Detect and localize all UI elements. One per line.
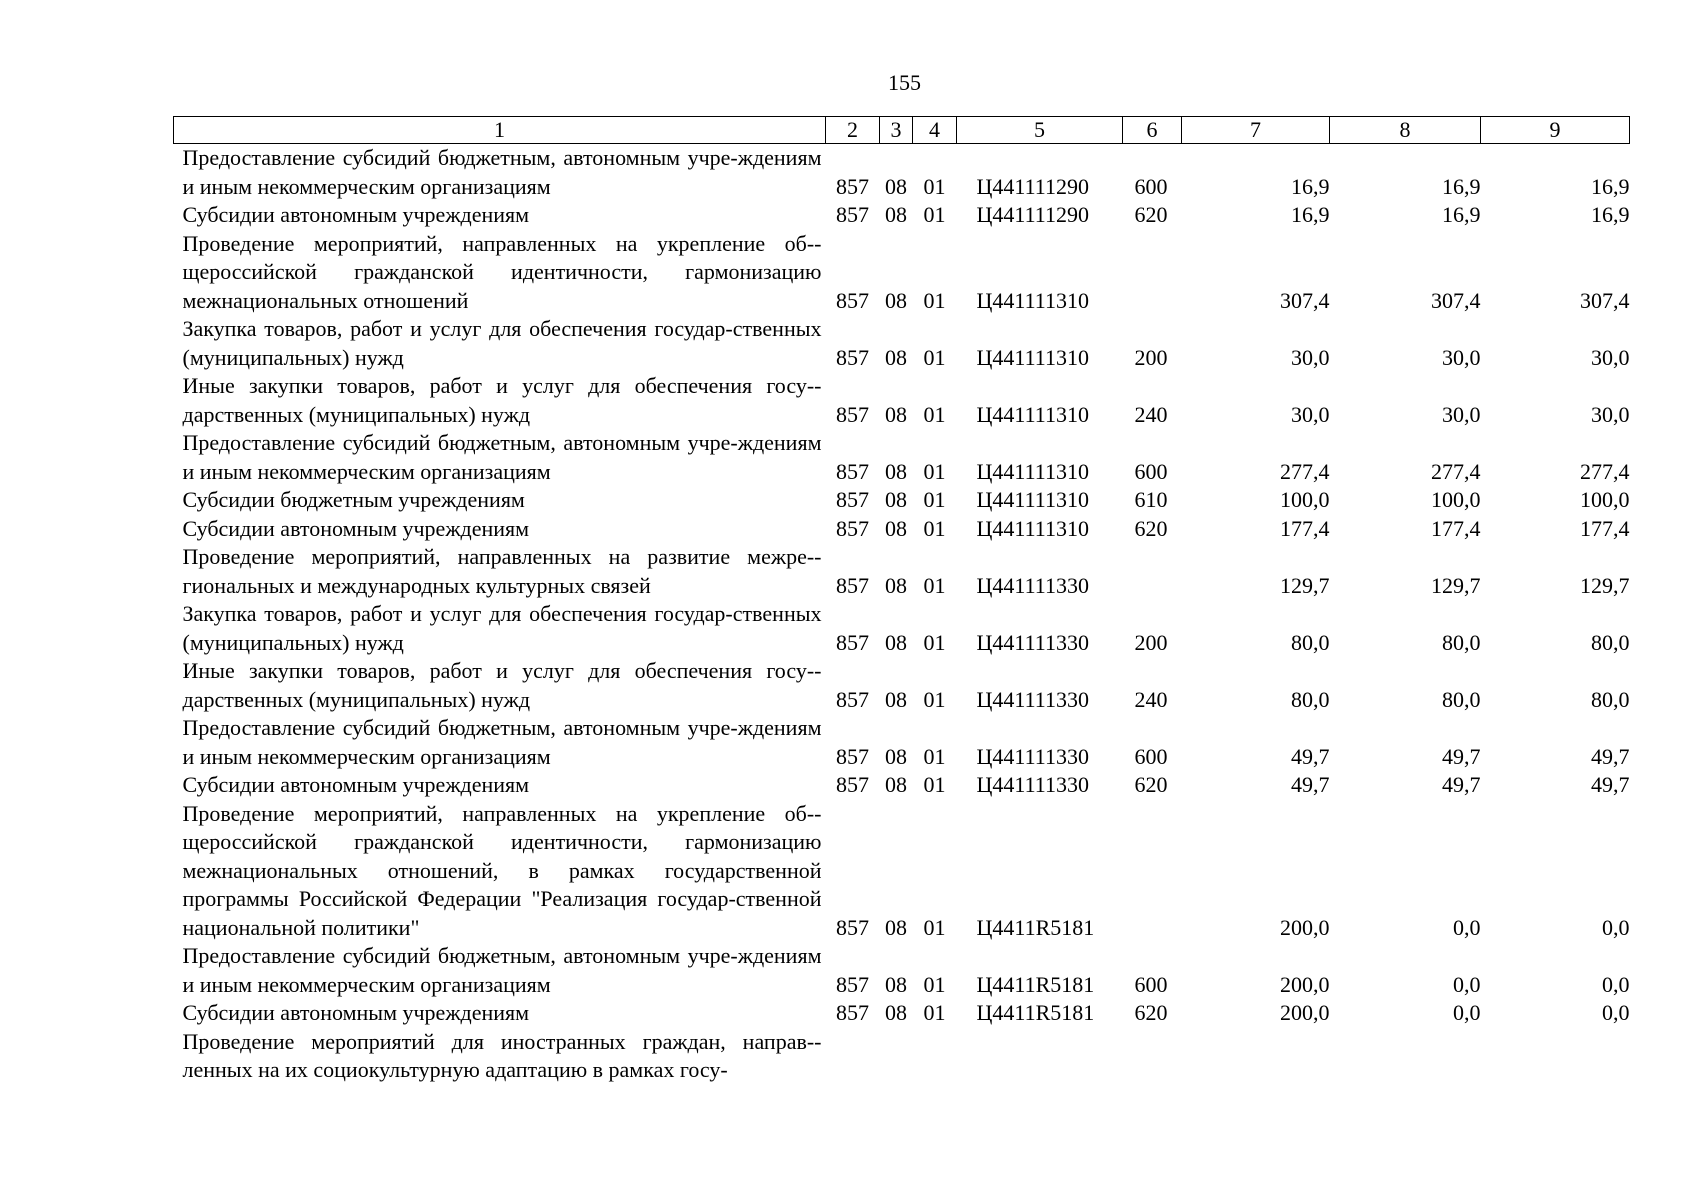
code-section: 08 (885, 487, 907, 512)
code-expense-type: 240 (1134, 401, 1168, 427)
code-target-article: Ц441111330 (976, 572, 1089, 598)
table-body (174, 144, 1630, 1085)
table-row (174, 515, 1630, 544)
code-ministry (826, 1028, 880, 1085)
amount-col-9: 0,0 (1602, 914, 1630, 940)
amount-col-7: 16,9 (1291, 173, 1330, 199)
amount-col-7: 49,7 (1291, 743, 1330, 769)
code-ministry: 857 (836, 743, 869, 769)
code-subsection: 01 (923, 401, 946, 427)
code-subsection: 01 (923, 487, 946, 512)
header-col-7: 7 (1182, 117, 1330, 144)
row-description: Предоставление субсидий бюджетным, автономным учре-ждениям и иным некоммерческим организациям (182, 943, 822, 997)
code-target-article: Ц441111310 (976, 458, 1089, 484)
code-section: 08 (885, 1000, 907, 1025)
row-description: Предоставление субсидий бюджетным, автономным учре-ждениям и иным некоммерческим организациям (182, 715, 822, 769)
header-col-4: 4 (913, 117, 957, 144)
row-description: Закупка товаров, работ и услуг для обеспечения государ-ственных (муниципальных) нужд (182, 601, 822, 655)
amount-col-9: 80,0 (1591, 686, 1630, 712)
amount-col-8: 307,4 (1431, 287, 1481, 313)
amount-col-9: 49,7 (1591, 743, 1630, 769)
code-target-article: Ц441111330 (976, 686, 1089, 712)
amount-col-7: 177,4 (1280, 515, 1330, 541)
header-col-5: 5 (957, 117, 1123, 144)
code-section: 08 (885, 629, 907, 655)
row-description: Иные закупки товаров, работ и услуг для обеспечения госу-дарственных (муниципальных) нужд (182, 373, 822, 427)
row-description: Проведение мероприятий, направленных на укрепление об-щероссийской гражданской идентичности, гармонизацию межнациональных отношений, в рамках государственной программы Российской Федерации "Реализация государ-ственной национальной политики" (182, 800, 822, 940)
table-row (174, 201, 1630, 230)
code-expense-type: 620 (1134, 515, 1168, 541)
header-col-6: 6 (1123, 117, 1182, 144)
table-header (174, 117, 1630, 144)
amount-col-9: 30,0 (1591, 401, 1630, 427)
amount-col-7: 129,7 (1280, 572, 1330, 598)
code-target-article: Ц441111310 (976, 487, 1089, 512)
row-description: Предоставление субсидий бюджетным, автономным учре-ждениям и иным некоммерческим организациям (182, 145, 822, 199)
amount-col-7: 200,0 (1280, 1000, 1330, 1025)
table-row (174, 372, 1630, 429)
code-target-article: Ц441111310 (976, 515, 1089, 541)
code-target-article: Ц4411R5181 (976, 971, 1095, 997)
amount-col-7: 80,0 (1291, 686, 1330, 712)
code-subsection: 01 (923, 629, 946, 655)
code-subsection: 01 (923, 344, 946, 370)
table-row (174, 144, 1630, 202)
header-col-3: 3 (880, 117, 913, 144)
row-description: Субсидии автономным учреждениям (182, 515, 530, 541)
row-description: Проведение мероприятий, направленных на укрепление об-щероссийской гражданской идентичности, гармонизацию межнациональных отношений (182, 230, 822, 313)
code-ministry: 857 (836, 173, 869, 199)
amount-col-7: 49,7 (1291, 772, 1330, 797)
row-description: Субсидии автономным учреждениям (182, 772, 530, 797)
code-subsection: 01 (923, 515, 946, 541)
code-expense-type (1123, 543, 1182, 600)
code-expense-type: 620 (1134, 1000, 1168, 1025)
amount-col-9 (1481, 1028, 1630, 1085)
code-expense-type: 600 (1134, 743, 1168, 769)
amount-col-8: 0,0 (1453, 914, 1481, 940)
amount-col-9: 16,9 (1591, 202, 1630, 227)
code-subsection: 01 (923, 971, 946, 997)
code-section: 08 (885, 572, 907, 598)
code-target-article: Ц441111310 (976, 287, 1089, 313)
code-section: 08 (885, 772, 907, 797)
code-section: 08 (885, 458, 907, 484)
code-expense-type: 200 (1134, 629, 1168, 655)
header-col-9: 9 (1481, 117, 1630, 144)
amount-col-8: 49,7 (1442, 772, 1481, 797)
page-number: 155 (888, 70, 921, 95)
amount-col-8: 0,0 (1453, 1000, 1481, 1025)
code-target-article: Ц441111310 (976, 401, 1089, 427)
amount-col-8: 16,9 (1442, 173, 1481, 199)
table-row (174, 771, 1630, 800)
code-section: 08 (885, 344, 907, 370)
amount-col-8: 277,4 (1431, 458, 1481, 484)
amount-col-7: 200,0 (1280, 914, 1330, 940)
code-expense-type: 620 (1134, 202, 1168, 227)
code-expense-type: 620 (1134, 772, 1168, 797)
code-target-article: Ц441111310 (976, 344, 1089, 370)
code-ministry: 857 (836, 487, 869, 512)
amount-col-7 (1182, 1028, 1330, 1085)
amount-col-9: 16,9 (1591, 173, 1630, 199)
code-target-article (957, 1028, 1123, 1085)
amount-col-9: 177,4 (1580, 515, 1630, 541)
amount-col-8: 0,0 (1453, 971, 1481, 997)
amount-col-7: 200,0 (1280, 971, 1330, 997)
amount-col-8: 49,7 (1442, 743, 1481, 769)
code-section (880, 1028, 913, 1085)
code-subsection: 01 (923, 458, 946, 484)
amount-col-8: 80,0 (1442, 629, 1481, 655)
amount-col-8: 80,0 (1442, 686, 1481, 712)
code-target-article: Ц441111330 (976, 743, 1089, 769)
row-description: Субсидии автономным учреждениям (182, 1000, 530, 1025)
table-row (174, 315, 1630, 372)
code-subsection: 01 (923, 572, 946, 598)
code-expense-type: 600 (1134, 173, 1168, 199)
code-ministry: 857 (836, 202, 869, 227)
code-section: 08 (885, 971, 907, 997)
amount-col-9: 0,0 (1602, 971, 1630, 997)
code-ministry: 857 (836, 971, 869, 997)
code-ministry: 857 (836, 287, 869, 313)
row-description: Иные закупки товаров, работ и услуг для обеспечения госу-дарственных (муниципальных) нужд (182, 658, 822, 712)
code-subsection (913, 1028, 957, 1085)
amount-col-8: 16,9 (1442, 202, 1481, 227)
header-col-2: 2 (826, 117, 880, 144)
code-ministry: 857 (836, 344, 869, 370)
code-ministry: 857 (836, 401, 869, 427)
amount-col-8: 30,0 (1442, 344, 1481, 370)
row-description: Проведение мероприятий, направленных на развитие межре-гиональных и международных культурных связей (182, 544, 822, 598)
amount-col-7: 16,9 (1291, 202, 1330, 227)
code-ministry: 857 (836, 629, 869, 655)
amount-col-8: 30,0 (1442, 401, 1481, 427)
code-expense-type: 200 (1134, 344, 1168, 370)
code-section: 08 (885, 401, 907, 427)
header-col-1: 1 (174, 117, 826, 144)
amount-col-9: 100,0 (1580, 487, 1630, 512)
code-ministry: 857 (836, 1000, 869, 1025)
table-row (174, 486, 1630, 515)
code-target-article: Ц441111330 (976, 629, 1089, 655)
code-expense-type: 600 (1134, 458, 1168, 484)
table-row (174, 714, 1630, 771)
budget-table (173, 116, 1630, 1085)
amount-col-7: 277,4 (1280, 458, 1330, 484)
amount-col-8: 177,4 (1431, 515, 1481, 541)
code-section: 08 (885, 202, 907, 227)
row-description: Закупка товаров, работ и услуг для обеспечения государ-ственных (муниципальных) нужд (182, 316, 822, 370)
code-subsection: 01 (923, 173, 946, 199)
code-subsection: 01 (923, 202, 946, 227)
amount-col-7: 80,0 (1291, 629, 1330, 655)
table-row (174, 800, 1630, 943)
code-expense-type: 600 (1134, 971, 1168, 997)
amount-col-9: 129,7 (1580, 572, 1630, 598)
row-description: Предоставление субсидий бюджетным, автономным учре-ждениям и иным некоммерческим организациям (182, 430, 822, 484)
code-subsection: 01 (923, 772, 946, 797)
row-description: Проведение мероприятий для иностранных граждан, направ-ленных на их социокультурную адаптацию в рамках госу- (182, 1028, 822, 1082)
code-subsection: 01 (923, 1000, 946, 1025)
row-description: Субсидии бюджетным учреждениям (182, 487, 525, 512)
amount-col-8: 129,7 (1431, 572, 1481, 598)
row-description: Субсидии автономным учреждениям (182, 202, 530, 227)
code-ministry: 857 (836, 686, 869, 712)
code-target-article: Ц441111330 (976, 772, 1089, 797)
code-subsection: 01 (923, 287, 946, 313)
table-row (174, 230, 1630, 316)
code-target-article: Ц4411R5181 (976, 1000, 1095, 1025)
header-col-8: 8 (1330, 117, 1481, 144)
code-target-article: Ц4411R5181 (976, 914, 1095, 940)
table-row (174, 657, 1630, 714)
amount-col-8: 100,0 (1431, 487, 1481, 512)
code-section: 08 (885, 173, 907, 199)
amount-col-9: 80,0 (1591, 629, 1630, 655)
code-ministry: 857 (836, 772, 869, 797)
table-row (174, 1028, 1630, 1085)
code-subsection: 01 (923, 914, 946, 940)
amount-col-9: 307,4 (1580, 287, 1630, 313)
code-expense-type (1123, 1028, 1182, 1085)
code-ministry: 857 (836, 914, 869, 940)
table-row (174, 999, 1630, 1028)
code-ministry: 857 (836, 572, 869, 598)
code-section: 08 (885, 686, 907, 712)
amount-col-9: 277,4 (1580, 458, 1630, 484)
table-row (174, 543, 1630, 600)
amount-col-7: 307,4 (1280, 287, 1330, 313)
code-section: 08 (885, 287, 907, 313)
amount-col-7: 30,0 (1291, 401, 1330, 427)
code-section: 08 (885, 743, 907, 769)
code-ministry: 857 (836, 458, 869, 484)
code-subsection: 01 (923, 743, 946, 769)
table-row (174, 942, 1630, 999)
amount-col-9: 30,0 (1591, 344, 1630, 370)
code-expense-type (1123, 230, 1182, 316)
code-section: 08 (885, 515, 907, 541)
header-row (174, 117, 1630, 144)
amount-col-9: 49,7 (1591, 772, 1630, 797)
amount-col-7: 100,0 (1280, 487, 1330, 512)
code-target-article: Ц441111290 (976, 202, 1089, 227)
code-target-article: Ц441111290 (976, 173, 1089, 199)
code-ministry: 857 (836, 515, 869, 541)
code-expense-type: 240 (1134, 686, 1168, 712)
amount-col-7: 30,0 (1291, 344, 1330, 370)
amount-col-8 (1330, 1028, 1481, 1085)
code-expense-type: 610 (1134, 487, 1168, 512)
code-expense-type (1123, 800, 1182, 943)
code-subsection: 01 (923, 686, 946, 712)
amount-col-9: 0,0 (1602, 1000, 1630, 1025)
table-row (174, 600, 1630, 657)
table-row (174, 429, 1630, 486)
code-section: 08 (885, 914, 907, 940)
